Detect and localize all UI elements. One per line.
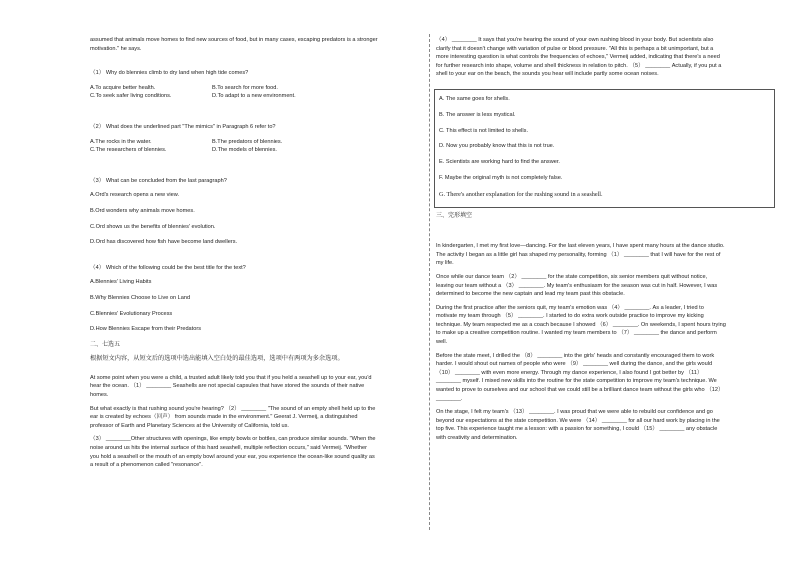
option-row (90, 84, 423, 93)
text-line: top five. This experience taught me a lesson: with a passion for something, I could （15） ________ any obstacle (436, 426, 718, 433)
answer-choices-box (434, 89, 775, 208)
option-b[interactable]: B.Ord wonders why animals move homes. (90, 207, 195, 214)
question-1 (90, 69, 423, 101)
passage-paragraph (90, 435, 423, 469)
question-title: （1） Why do blennies climb to dry land when high tide comes? (90, 70, 249, 77)
question-title: （3） What can be concluded from the last paragraph? (90, 177, 227, 184)
text-line: to make up a creative competition routine. I wanted my team members to （7） ________ the dance and perform (436, 330, 717, 337)
text-line: clarify that it doesn't change with variation of pulse or blood pressure. "All this is perhaps a bit unimportant, but a (436, 45, 714, 52)
option-d[interactable]: D.Ord has discovered how fish have become land dwellers. (90, 239, 238, 246)
text-line: my life. (436, 260, 454, 267)
text-line: leaving our team without a （3） ________. My team's enthusiasm for the season was cut in half. However, I was (436, 282, 718, 289)
text-line: noise around us hits the internal surface of this hard seashell, multiple reflection occurs," said Vermeij. "Whether (90, 445, 367, 452)
text-line: At some point when you were a child, a trusted adult likely told you that if you held a seashell up to your ear, you'd (90, 374, 372, 381)
option-a[interactable]: A.Blennies' Living Habits (90, 279, 152, 286)
question-3 (90, 177, 423, 247)
option-c[interactable]: C.Blennies' Evolutionary Process (90, 310, 173, 317)
cloze-paragraph (436, 304, 771, 347)
text-line: with creativity and determination. (436, 435, 518, 442)
choice-d[interactable]: D. Now you probably know that this is not true. (439, 143, 555, 150)
text-line: determined to become the new captain and lead my team past this obstacle. (436, 291, 625, 298)
text-line: （10） ________ with even more energy. Through my dance experience, I also found I got better by （11） (436, 369, 703, 376)
text-line: Once while our dance team （2） ________ for the state competition, six senior members quit without notice, (436, 273, 708, 280)
question-title: （4） Which of the following could be the best title for the text? (90, 264, 246, 271)
text-line: ear is created by echoes（回声） from sounds made in the environment." Geerat J. Vermeij, a distinguished (90, 414, 358, 421)
text-line: In kindergarten, I met my first love—dancing. For the last eleven years, I have spent many hours at the dance studio. (436, 243, 725, 250)
choice-f[interactable]: F. Maybe the original myth is not completely false. (439, 174, 563, 181)
section-heading: 二、七选五 (90, 340, 121, 348)
cloze-paragraph (436, 352, 771, 404)
left-column (90, 36, 423, 470)
option-c[interactable]: C.The researchers of blennies. (90, 147, 167, 154)
text-line: for further research into shape, volume and shell thickness in relation to pitch. （5） ________ Actually, if you put a (436, 62, 722, 69)
text-line: Before the state meet, I drilled the （8） ________ into the girls' heads and constantly encouraged them to work (436, 352, 715, 359)
text-line: The activity I began as a little girl has shaped my personality, forming （1） ________ that I will have for the rest of (436, 251, 721, 258)
question-4 (90, 264, 423, 334)
text-line: technique. My team respected me as a coach because I showed （6） ________. On weekends, I spent hours trying (436, 321, 726, 328)
cloze-paragraph (436, 273, 771, 299)
cloze-passage (436, 242, 771, 442)
passage-paragraph (90, 405, 423, 431)
choice-b[interactable]: B. The answer is less mystical. (439, 111, 516, 118)
text-line: On the stage, I felt my team's （13） ________. I was proud that we were able to rebuild our confidence and go (436, 409, 713, 416)
text-line: homes. (90, 392, 109, 399)
option-row (90, 146, 423, 155)
text-line: During the first practice after the seniors quit, my team's emotion was （4） ________. As a leader, I tried to (436, 304, 704, 311)
choice-c[interactable]: C. This effect is not limited to shells. (439, 127, 529, 134)
text-line: wanted to prove to ourselves and our school that we could still be a brilliant dance team without the girls who （12） (436, 387, 724, 394)
text-line: assumed that animals move homes to find new sources of food, but in many cases, escaping predators is a stronger (90, 37, 378, 43)
column-divider (429, 34, 430, 530)
text-line: beyond our expectations at the state competition. We were （14） ________ for all our hard work by placing in the (436, 417, 720, 424)
passage-paragraph (436, 36, 771, 79)
section-heading: 三、完形填空 (436, 211, 473, 219)
text-line: motivate my team through （5） ________. I started to do extra work outside practice to improve my kicking (436, 313, 704, 320)
option-row (90, 138, 423, 147)
option-c[interactable]: C.To seek safer living conditions. (90, 93, 172, 100)
option-d[interactable]: D.The models of blennies. (212, 147, 277, 154)
option-d[interactable]: D.How Blennies Escape from their Predators (90, 326, 201, 333)
option-a[interactable]: A.The rocks in the water. (90, 138, 152, 145)
text-line: ________. (436, 395, 463, 402)
option-d[interactable]: D.To adapt to a new environment. (212, 93, 296, 100)
right-column (436, 36, 771, 443)
text-line: hear the ocean. （1） ________ Seashells are not special capsules that have stored the sounds of their native (90, 383, 365, 390)
option-c[interactable]: C.Ord shows us the benefits of blennies' evolution. (90, 223, 216, 230)
option-b[interactable]: B.Why Blennies Choose to Live on Land (90, 294, 191, 301)
text-line: you hold a seashell or the mouth of an empty bowl around your ear, you experience the ocean-like sound quality as (90, 453, 375, 460)
option-row (90, 92, 423, 101)
text-line: harder. I would shout out names of people who were （9） ________ well during the dance, and the girls would (436, 361, 713, 368)
cloze-paragraph (436, 242, 771, 268)
text-line: （4） ________ It says that you're hearing the sound of your own rushing blood in your body. But scientists also (436, 37, 714, 43)
choice-g[interactable]: G. There's another explanation for the rushing sound in a seashell. (439, 190, 603, 198)
passage (90, 374, 423, 470)
option-b[interactable]: B.To search for more food. (212, 84, 278, 91)
text-line: professor of Earth and Planetary Sciences at the University of California, told us. (90, 422, 289, 429)
intro-paragraph (90, 36, 423, 53)
option-b[interactable]: B.The predators of blennies. (212, 138, 283, 145)
text-line: But what exactly is that rushing sound you're hearing? （2） ________ "The sound of an empty shell held up to the (90, 405, 376, 412)
text-line: more interesting question is what controls the frequencies of echoes," Vermeij added, indicating that there's a need (436, 54, 720, 61)
option-a[interactable]: A.To acquire better health. (90, 84, 156, 91)
question-title: （2） What does the underlined part "The mimics" in Paragraph 6 refer to? (90, 123, 276, 130)
text-line: ________ myself. I mixed new skills into the routine for the state competition to improve my team's technique. We (436, 378, 717, 385)
text-line: （3） ________Other structures with openings, like empty bowls or bottles, can produce similar sounds. "When the (90, 436, 376, 443)
cloze-paragraph (436, 408, 771, 442)
text-line: shell to your ear on the beach, the sounds you hear will include partly some ocean noises. (436, 71, 659, 78)
text-line: a result of a phenomenon called "resonance". (90, 462, 203, 469)
text-line: well. (436, 339, 448, 346)
choice-e[interactable]: E. Scientists are working hard to find the answer. (439, 159, 560, 166)
passage-paragraph (90, 374, 423, 400)
choice-a[interactable]: A. The same goes for shells. (439, 95, 510, 102)
text-line: motivation." he says. (90, 45, 142, 52)
question-2 (90, 123, 423, 155)
section-instructions: 根据短文内容，从短文后的选项中选出能填入空白处的最佳选项，选项中有两项为多余选项。 (90, 355, 344, 363)
option-a[interactable]: A.Ord's research opens a new view. (90, 192, 180, 199)
